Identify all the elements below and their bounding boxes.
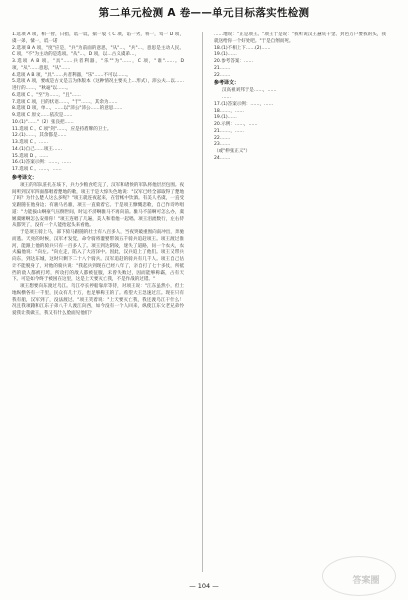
answer-item: 16.(1)答案示例：……，……	[12, 160, 72, 166]
answer-item: 12.(1)……，其余都是……	[12, 133, 67, 139]
watermark: 答案圈	[352, 576, 380, 586]
answer-item: 9.选项 C 原文……依次是……	[12, 113, 73, 118]
reference-paragraph: 项王的军队驻扎在垓下，兵力少粮食吃完了，汉军和诸侯的军队将他层层包围。夜间听到汉军四面都唱着楚地的歌，项王于是大惊失色地说："汉军已经全部取得了楚地了吗？为什么楚人这么多呢？"项王就连夜起来，在营帐中饮酒。有美人名虞，一直受宠跟随在他身边；有骏马名骓，项王一直骑着它。于是项王慷慨悲歌，自己作诗吟唱道："力能拔山啊豪气压倒世间，时运不济啊骓马不再向前。骓马不前啊可怎么办，虞姬虞姬啊怎么安排你！"项王连唱了几遍，美人和着他一起唱。项王泪流数行，左右侍从都哭了，没有一个人能抬起头来看他。	[12, 182, 184, 229]
answer-item: 21.……	[214, 65, 231, 71]
answer-item: 15.选项 D 。……	[12, 153, 49, 159]
answer-item: 18.(1)不相上下……(2)……	[214, 45, 271, 51]
answer-item: 24.……	[214, 155, 231, 161]
answer-item: 13.选项 C 。……	[12, 140, 49, 145]
page-title: 第二单元检测 A 卷——单元目标落实性检测	[98, 7, 310, 19]
answer-item: 19.(1)……	[214, 115, 237, 121]
answer-item: 10.(1)"……"（2）张良把……	[12, 119, 74, 125]
answer-item: ……地说："正是项王。"项王于是说："我听说汉王悬赏千金、封邑万户要我的头，我就送给你一个好处吧。"于是自刎而死。	[214, 32, 386, 44]
answer-item: 1.选项 A 项，相一智，日指，诋一诋，揣一裒《 C 项，谄一劣，将一，驾一 D 项，虞一弟，愫一，诋一诺	[12, 32, 184, 44]
answer-item: 22.……	[214, 72, 231, 78]
answer-item: 23.……	[214, 142, 231, 148]
answer-item: 19.(1)……	[214, 52, 237, 58]
answer-item: 8.选项 D 项，单…，……以"沛公"沛公……的意思……	[12, 106, 123, 112]
answer-item: 20.示例：……，……	[214, 122, 258, 127]
column-divider	[202, 32, 203, 572]
answer-item: 5.选项 A 项，要或是古文是言为体版本（这种情况主要关上…形式），沛公夫…以……进行的……，"秋毫"以……。	[12, 79, 184, 91]
answer-item: 2.选项 B A 项，"度"应是，"兵"为前面的意思，"从"…，"兵"…，意思是主动人民。 C 项，"不"为主动的是选项。"从"…，D 项，以…古义虞弟…，	[12, 45, 184, 58]
answer-item: 21.……，……	[214, 128, 244, 134]
reference-heading: 参考译文：	[214, 80, 240, 87]
right-column	[214, 32, 386, 578]
reference-paragraph: ……	[222, 95, 232, 100]
reference-paragraph: 汉高祖刘邦于是……，……	[222, 88, 277, 94]
page-number: — 104 —	[189, 582, 219, 590]
answer-item: 17.(1)答案示例：……，……	[214, 101, 274, 107]
answer-item: 4.选项 A B 项，"具"……兵者利器，"乐"……不可以……。	[12, 72, 131, 78]
answer-item: 17.选项 C 。……，……	[12, 167, 62, 172]
left-column	[12, 32, 184, 578]
answer-item: 3.选项 A B 项，"具"……兵者利器，"乐""为"……，C 项，"谁"……。D 项，"从"……意思，"从"……	[12, 59, 184, 71]
reference-paragraph: 于是项王骑上马，部下骑马跟随的壮士有八百多人，当夜突破重围向南冲出，奔驰而逃。天亮的时候，汉军才发觉，命令骑将灌婴带领五千骑兵追赶项王。项王渡过淮河，能跟上他的骑兵只有一百多人了。项王到达阴陵，迷失了道路，问一个农夫，农夫骗他说："向左。"向左走，陷入了大沼泽中。因此，汉兵追上了他们。项王又带兵向东，到达东城，这时只剩下二十八个骑兵。汉军追赶的骑兵有几千人。项王自己估计不能脱身了，对他的骑兵说："我起兵到现在已经八年了，亲自打了七十多仗，所抵挡的敌人都被打垮，所攻打的敌人都被征服，未曾失败过，因而能够称霸，占有天下。可是如今终于被困在这里，这是上天要灭亡我，不是作战的过错。"	[12, 230, 184, 283]
answer-item: 20.参考答案：……	[214, 59, 254, 64]
reference-paragraph: 项王想要向东渡过乌江。乌江亭长停船靠岸等待，对项王说："江东虽然小，但土地纵横各有一千里，民众有几十万，也足够称王的了。希望大王急速过江。现在只有我有船，汉军到了，没法渡过。"项王笑着说："上天要灭亡我，我还渡乌江干什么！况且我项籍和江东子弟八千人渡江向西，如今没有一个人回来，纵使江东父老兄弟怜爱我让我做王，我又有什么脸面见他们？	[12, 284, 184, 316]
answer-item: （或"伸张正义"）	[214, 149, 251, 154]
answer-item: 22.……	[214, 135, 231, 141]
answer-item: 6.选项 C 。"至"为……，"且"……	[12, 92, 81, 98]
answer-item: 11.选项 C 。C 项"剑"……，应是持盾牌的卫士。	[12, 126, 112, 132]
reference-heading: 参考译文：	[12, 174, 38, 181]
answer-item: 14.(1)自己……项王……	[12, 146, 63, 152]
answer-item: 18.……，……	[214, 108, 244, 114]
answer-item: 7.选项 C 项，目的状语……，"于"……，其余为……	[12, 99, 118, 105]
